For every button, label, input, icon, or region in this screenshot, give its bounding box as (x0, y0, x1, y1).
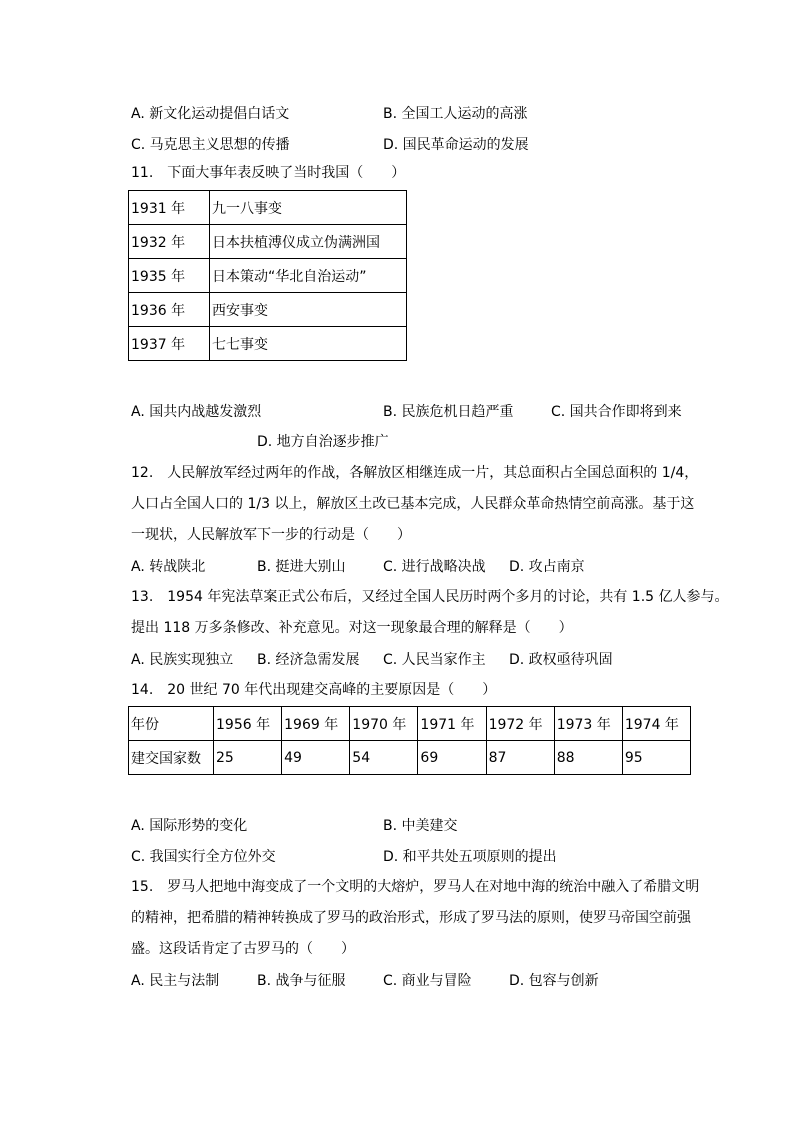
q13-option-d: D. 政权亟待巩固 (509, 652, 613, 668)
q12-option-b: B. 挺进大别山 (257, 559, 346, 575)
table-cell: 95 (622, 741, 690, 775)
table-cell: 69 (418, 741, 486, 775)
q11-stem: 11. 下面大事年表反映了当时我国（ ） (131, 165, 406, 181)
q10-option-a: A. 新文化运动提倡白话文 (131, 106, 290, 122)
q14-option-b: B. 中美建交 (383, 818, 458, 834)
q15-option-c: C. 商业与冒险 (383, 973, 472, 989)
q12-option-c: C. 进行战略决战 (383, 559, 486, 575)
table-row (129, 259, 407, 293)
q13-stem-line1: 13. 1954 年宪法草案正式公布后，又经过全国人民历时两个多月的讨论，共有 1.5 亿人参与。 (131, 589, 729, 605)
table-cell: 1956 年 (214, 707, 282, 741)
q12-stem-line1: 12. 人民解放军经过两年的作战，各解放区相继连成一片，其总面积占全国总面积的 1/4， (131, 465, 699, 481)
table-cell: 88 (554, 741, 622, 775)
q15-option-b: B. 战争与征服 (257, 973, 346, 989)
table-row (129, 191, 407, 225)
q11-timeline-table (128, 190, 407, 361)
q14-stem: 14. 20 世纪 70 年代出现建交高峰的主要原因是（ ） (131, 682, 497, 698)
q10-option-b: B. 全国工人运动的高涨 (383, 106, 528, 122)
q15-stem-line2: 的精神，把希腊的精神转换成了罗马的政治形式，形成了罗马法的原则，使罗马帝国空前强 (131, 910, 691, 926)
q15-option-a: A. 民主与法制 (131, 973, 220, 989)
table-row (129, 707, 691, 741)
q12-option-a: A. 转战陕北 (131, 559, 206, 575)
q10-option-c: C. 马克思主义思想的传播 (131, 137, 290, 153)
table-cell: 年份 (129, 707, 214, 741)
table-cell: 49 (282, 741, 350, 775)
q13-option-c: C. 人民当家作主 (383, 652, 486, 668)
q15-option-d: D. 包容与创新 (509, 973, 599, 989)
table-cell: 西安事变 (210, 293, 407, 327)
q12-stem-line2: 人口占全国人口的 1/3 以上，解放区土改已基本完成，人民群众革命热情空前高涨。基于这 (131, 496, 695, 512)
table-cell: 1971 年 (418, 707, 486, 741)
q14-option-a: A. 国际形势的变化 (131, 818, 248, 834)
table-cell: 1937 年 (129, 327, 210, 361)
table-cell: 25 (214, 741, 282, 775)
q11-option-d: D. 地方自治逐步推广 (257, 434, 389, 450)
table-cell: 87 (486, 741, 554, 775)
q13-option-a: A. 民族实现独立 (131, 652, 234, 668)
table-cell: 七七事变 (210, 327, 407, 361)
q15-stem-line3: 盛。这段话肯定了古罗马的（ ） (131, 941, 355, 957)
q15-stem-line1: 15. 罗马人把地中海变成了一个文明的大熔炉，罗马人在对地中海的统治中融入了希腊文明 (131, 879, 700, 895)
q11-option-c: C. 国共合作即将到来 (551, 404, 682, 420)
table-cell: 1970 年 (350, 707, 418, 741)
q14-option-c: C. 我国实行全方位外交 (131, 849, 276, 865)
table-cell: 1973 年 (554, 707, 622, 741)
table-row (129, 225, 407, 259)
q10-option-d: D. 国民革命运动的发展 (383, 137, 529, 153)
q12-stem-line3: 一现状，人民解放军下一步的行动是（ ） (131, 527, 411, 543)
table-row (129, 327, 407, 361)
table-cell: 1932 年 (129, 225, 210, 259)
table-cell: 日本策动“华北自治运动” (210, 259, 407, 293)
q11-option-a: A. 国共内战越发激烈 (131, 404, 262, 420)
q13-option-b: B. 经济急需发展 (257, 652, 360, 668)
q12-option-d: D. 攻占南京 (509, 559, 585, 575)
table-cell: 建交国家数 (129, 741, 214, 775)
table-cell: 1935 年 (129, 259, 210, 293)
table-cell: 1931 年 (129, 191, 210, 225)
table-row (129, 293, 407, 327)
table-cell: 九一八事变 (210, 191, 407, 225)
table-cell: 54 (350, 741, 418, 775)
table-cell: 1969 年 (282, 707, 350, 741)
table-cell: 1936 年 (129, 293, 210, 327)
table-cell: 日本扶植溥仪成立伪满洲国 (210, 225, 407, 259)
q14-option-d: D. 和平共处五项原则的提出 (383, 849, 557, 865)
q11-option-b: B. 民族危机日趋严重 (383, 404, 514, 420)
table-row (129, 741, 691, 775)
table-cell: 1972 年 (486, 707, 554, 741)
q14-diplomacy-table (128, 706, 691, 775)
table-cell: 1974 年 (622, 707, 690, 741)
q13-stem-line2: 提出 118 万多条修改、补充意见。对这一现象最合理的解释是（ ） (131, 620, 573, 636)
